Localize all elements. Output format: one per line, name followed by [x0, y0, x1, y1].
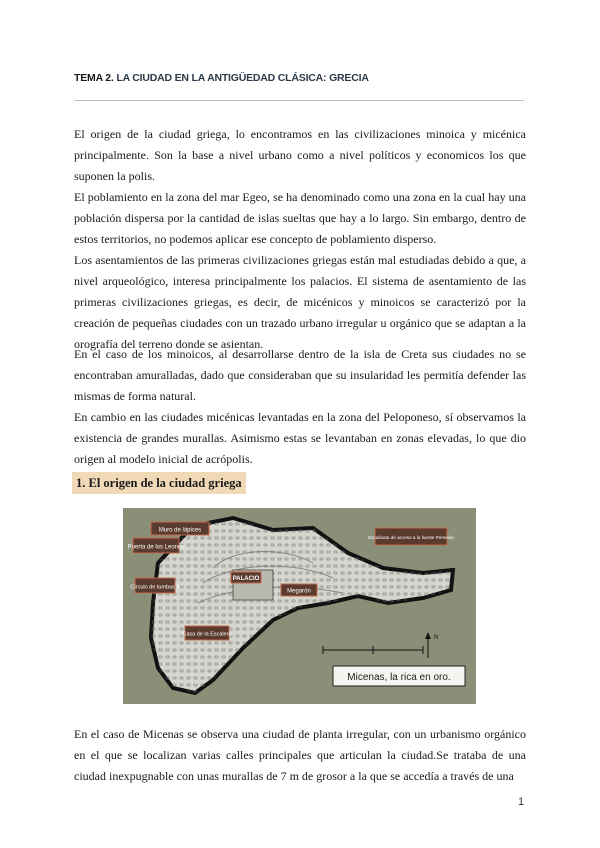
- svg-text:Escalinata de acceso a la fuen: Escalinata de acceso a la fuente Perseida: [368, 535, 454, 540]
- paragraph-micenicas: En cambio en las ciudades micénicas levantadas en la zona del Peloponeso, sí observamos la existencia de grandes murallas. Asimismo estas se levantaban en zonas elevadas, lo que dio origen al modelo inicial de acrópolis.: [74, 410, 526, 466]
- paragraph-asentamientos: Los asentamientos de las primeras civilizaciones griegas están mal estudiadas debido a que, a nivel arqueológico, interesa principalmente los palacios. El sistema de asentamiento de las primeras civilizaciones griegas, es decir, de micénicos y minoicos se caracterizó por la creación de pequeñas ciudades con un trazado urbano irregular u orgánico que se adaptan a la orografía del terreno donde se asientan.: [74, 253, 526, 351]
- svg-text:N: N: [434, 635, 439, 641]
- label-puerta: [128, 538, 185, 553]
- svg-text:Puerta de los Leones: Puerta de los Leones: [127, 544, 185, 551]
- mycenae-map-figure: [123, 508, 476, 704]
- label-circulo: [130, 578, 180, 593]
- label-escalinata: [368, 528, 454, 545]
- svg-text:Casa de la Escalera: Casa de la Escalera: [182, 631, 232, 638]
- paragraph-minoicos: En el caso de los minoicos, al desarrollarse dentro de la isla de Creta sus ciudades no se encontraban amuralladas, dado que consideraban que su insularidad les permitía defender las mismas de forma natural.: [74, 347, 526, 403]
- page-number: 1: [518, 796, 525, 808]
- label-megaron: [281, 584, 317, 596]
- document-title: [74, 72, 534, 84]
- label-palacio: [231, 572, 261, 583]
- svg-text:Muro de lápices: Muro de lápices: [158, 527, 202, 534]
- svg-text:Megarón: Megarón: [287, 588, 311, 595]
- figure-caption: [333, 666, 465, 686]
- title-text: LA CIUDAD EN LA ANTIGÜEDAD CLÁSICA: GRECIA: [116, 72, 369, 84]
- label-muro: [151, 522, 209, 535]
- section-heading: 1. El origen de la ciudad griega: [72, 472, 246, 494]
- paragraph-micenas: En el caso de Micenas se observa una ciudad de planta irregular, con un urbanismo orgánico en el que se localizan varias calles principales que articulan la ciudad.Se trataba de una ciudad inexpugnable con unas murallas de 7 m de grosor a la que se accedía a través de una: [74, 727, 526, 783]
- paragraph-poblamiento: El poblamiento en la zona del mar Egeo, se ha denominado como una zona en la cual hay una población dispersa por la cantidad de islas sueltas que hay a lo largo. Sin embargo, dentro de estos territorios, no podemos aplicar ese concepto de poblamiento disperso.: [74, 190, 526, 246]
- svg-text:Micenas, la rica en oro.: Micenas, la rica en oro.: [347, 672, 451, 683]
- paragraph-intro: El origen de la ciudad griega, lo encontramos en las civilizaciones minoica y micénica principalmente. Son la base a nivel urbano como a nivel políticos y economicos los que suponen la polis.: [74, 127, 526, 183]
- mycenae-map: [123, 508, 476, 704]
- title-prefix: TEMA 2.: [74, 72, 117, 84]
- svg-text:PALACIO: PALACIO: [232, 576, 260, 582]
- label-casa: [182, 626, 232, 640]
- svg-text:Círculo de tumbas A: Círculo de tumbas A: [130, 584, 180, 591]
- title-divider: [74, 100, 524, 101]
